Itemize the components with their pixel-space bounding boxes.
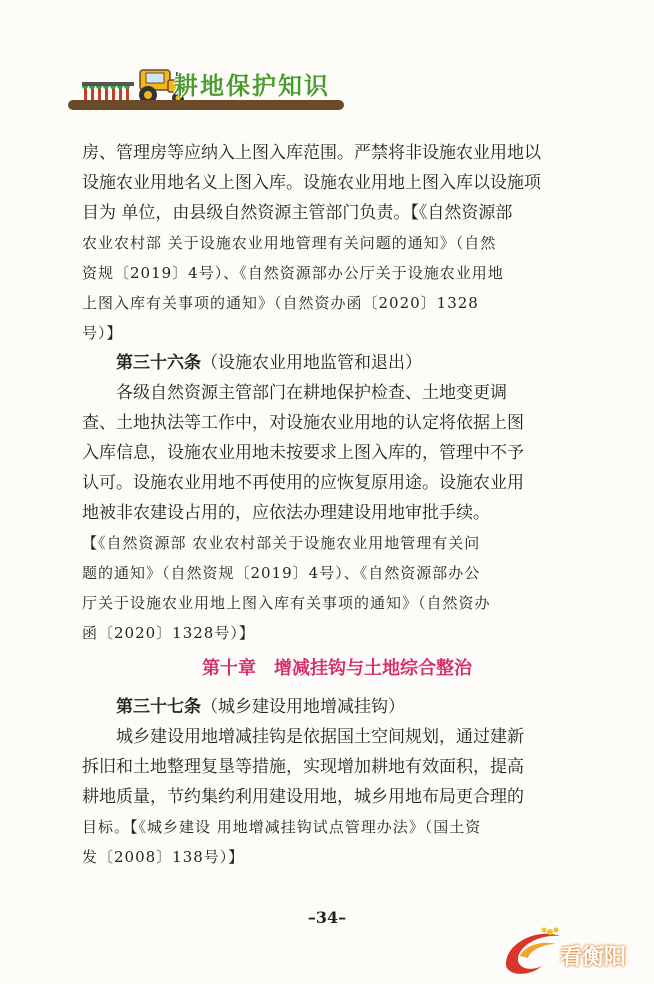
text-line: 目标。【《城乡建设 用地增减挂钩试点管理办法》（国土资	[82, 818, 482, 836]
article-36-subtitle: （设施农业用地监管和退出）	[201, 353, 422, 373]
text-line: 认可。设施农业用地不再使用的应恢复原用途。设施农业用	[82, 473, 524, 493]
text-line: 拆旧和土地整理复垦等措施，实现增加耕地有效面积，提高	[82, 757, 524, 777]
text-line: 发〔2008〕138号）】	[82, 848, 245, 866]
text-line: 入库信息，设施农业用地未按要求上图入库的，管理中不予	[82, 443, 524, 463]
header-ground-bar	[68, 100, 344, 110]
text-line: 号）】	[82, 324, 123, 342]
text-line: 设施农业用地名义上图入库。设施农业用地上图入库以设施项	[82, 173, 541, 193]
article-37-number: 第三十七条	[116, 697, 201, 717]
page-header-banner	[68, 58, 348, 112]
text-line: 耕地质量，节约集约利用建设用地，城乡用地布局更合理的	[82, 787, 524, 807]
article-36-number: 第三十六条	[116, 353, 201, 373]
text-line: 题的通知》（自然资规〔2019〕4号）、《自然资源部办公	[82, 564, 481, 582]
article-36-body	[82, 378, 592, 648]
text-line: 目为 单位，由县级自然资源主管部门负责。【《自然资源部	[82, 203, 513, 223]
text-line: 厅关于设施农业用地上图入库有关事项的通知》（自然资办	[82, 594, 491, 612]
text-line: 查、土地执法等工作中，对设施农业用地的认定将依据上图	[82, 413, 524, 433]
article-37-subtitle: （城乡建设用地增减挂钩）	[201, 697, 405, 717]
text-line: 城乡建设用地增减挂钩是依据国土空间规划，通过建新	[116, 727, 524, 747]
page-body	[82, 138, 592, 872]
watermark-text: 看衡阳	[560, 945, 627, 970]
watermark-swirl-icon	[498, 922, 568, 978]
text-line: 房、管理房等应纳入上图入库范围。严禁将非设施农业用地以	[82, 143, 541, 163]
paragraph-continuation	[82, 138, 592, 348]
text-line: 函〔2020〕1328号）】	[82, 624, 255, 642]
text-line: 农业农村部 关于设施农业用地管理有关问题的通知》（自然	[82, 234, 497, 252]
article-37-heading	[82, 692, 592, 722]
chapter-title: 第十章 增减挂钩与土地综合整治	[202, 658, 472, 679]
header-title: 耕地保护知识	[174, 72, 330, 100]
text-line: 地被非农建设占用的，应依法办理建设用地审批手续。	[82, 503, 490, 523]
page-number: –34–	[307, 908, 347, 927]
text-line: 上图入库有关事项的通知》（自然资办函〔2020〕1328	[82, 294, 479, 312]
article-36-heading	[82, 348, 592, 378]
text-line: 资规〔2019〕4号）、《自然资源部办公厅关于设施农业用地	[82, 264, 504, 282]
text-line: 各级自然资源主管部门在耕地保护检查、土地变更调	[116, 383, 507, 403]
text-line: 【《自然资源部 农业农村部关于设施农业用地管理有关问	[82, 534, 481, 552]
article-37-body	[82, 722, 592, 872]
watermark-logo	[498, 922, 648, 978]
